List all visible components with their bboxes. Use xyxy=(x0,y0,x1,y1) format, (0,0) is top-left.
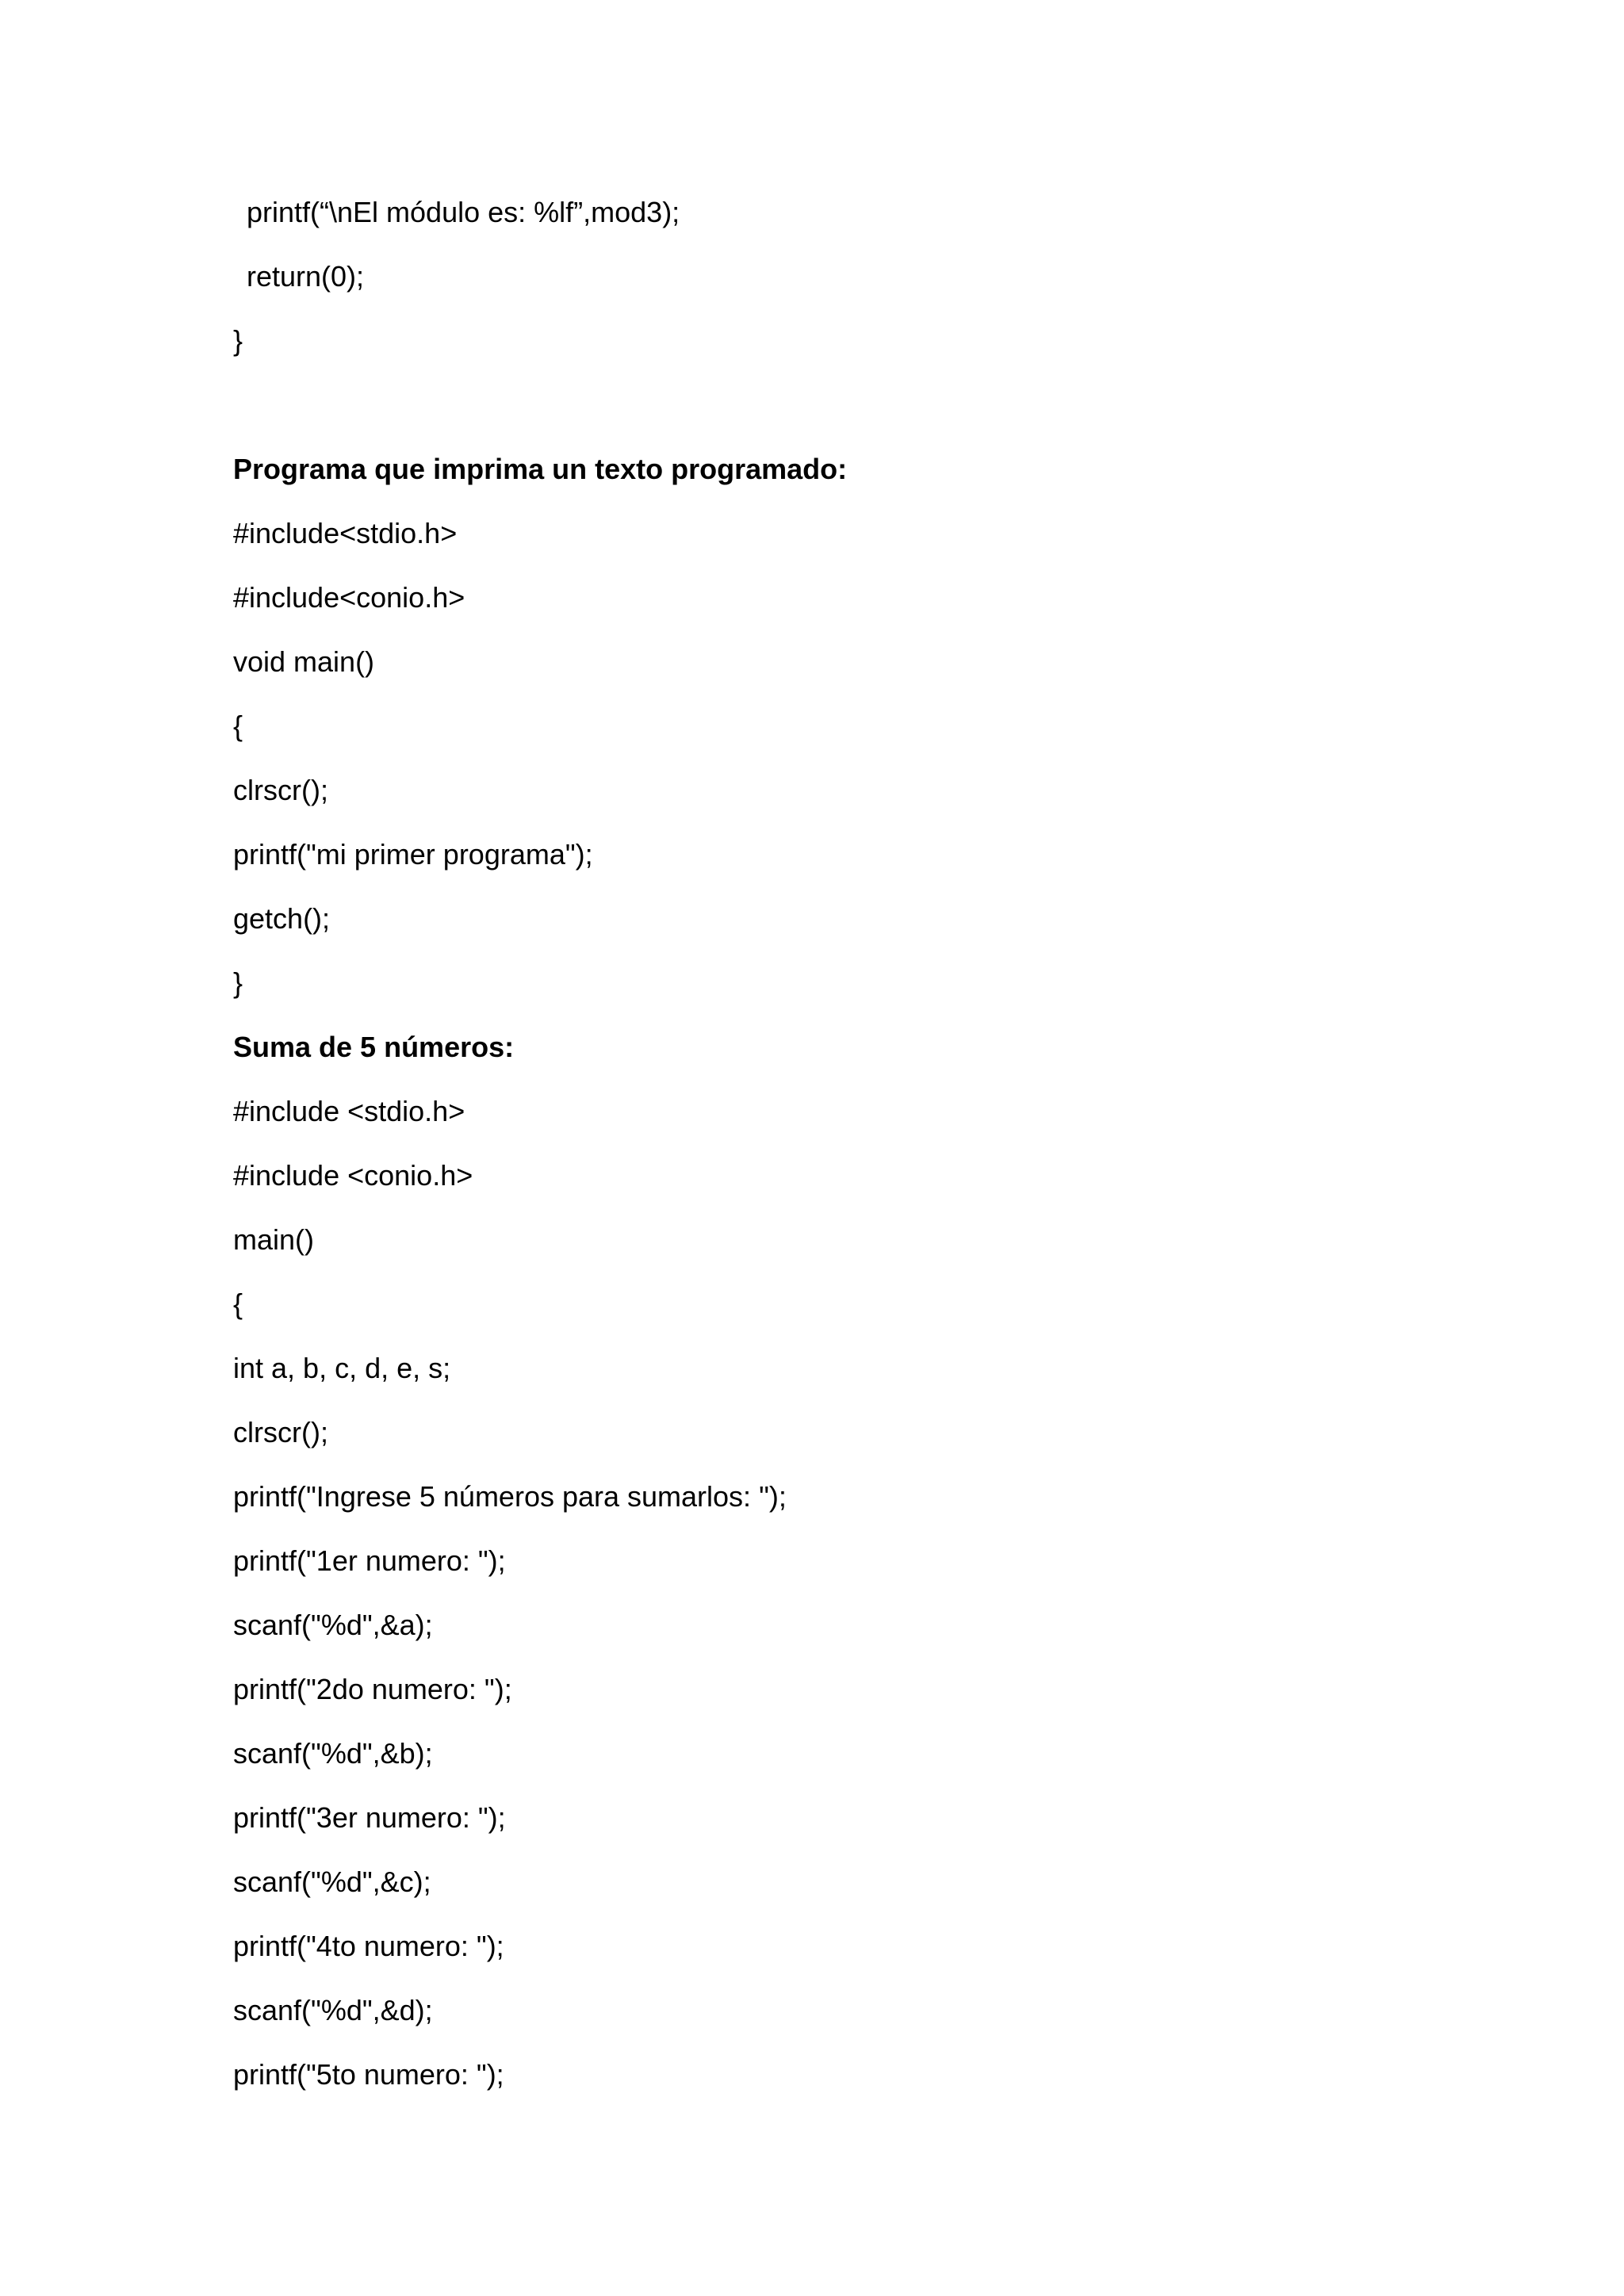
code-line: } xyxy=(233,324,243,357)
code-line: printf("4to numero: "); xyxy=(233,1930,504,1962)
code-line: printf("3er numero: "); xyxy=(233,1801,506,1834)
code-line: scanf("%d",&b); xyxy=(233,1737,433,1770)
code-line: scanf("%d",&d); xyxy=(233,1994,433,2026)
code-line: printf("Ingrese 5 números para sumarlos: "); xyxy=(233,1480,787,1513)
code-line: int a, b, c, d, e, s; xyxy=(233,1352,451,1384)
code-line: main() xyxy=(233,1223,315,1256)
code-line: printf("mi primer programa"); xyxy=(233,838,593,871)
code-line: } xyxy=(233,966,243,999)
code-line: printf(“\nEl módulo es: %lf”,mod3); xyxy=(247,196,680,228)
code-line: #include <stdio.h> xyxy=(233,1095,465,1127)
code-line: clrscr(); xyxy=(233,1416,328,1448)
code-line: printf("5to numero: "); xyxy=(233,2058,504,2091)
code-line: scanf("%d",&c); xyxy=(233,1866,431,1898)
code-line: #include <conio.h> xyxy=(233,1159,473,1192)
section-heading-programa: Programa que imprima un texto programado: xyxy=(233,453,848,485)
section-heading-suma: Suma de 5 números: xyxy=(233,1031,515,1063)
code-line: return(0); xyxy=(247,260,365,293)
code-line: clrscr(); xyxy=(233,774,328,806)
code-line: getch(); xyxy=(233,902,331,935)
code-line: void main() xyxy=(233,645,375,678)
code-line: #include<stdio.h> xyxy=(233,517,458,549)
code-line: printf("1er numero: "); xyxy=(233,1544,506,1577)
code-line: { xyxy=(233,1288,243,1320)
code-line: #include<conio.h> xyxy=(233,581,465,614)
code-line: { xyxy=(233,710,243,742)
code-line: scanf("%d",&a); xyxy=(233,1609,433,1641)
code-line: printf("2do numero: "); xyxy=(233,1673,512,1705)
